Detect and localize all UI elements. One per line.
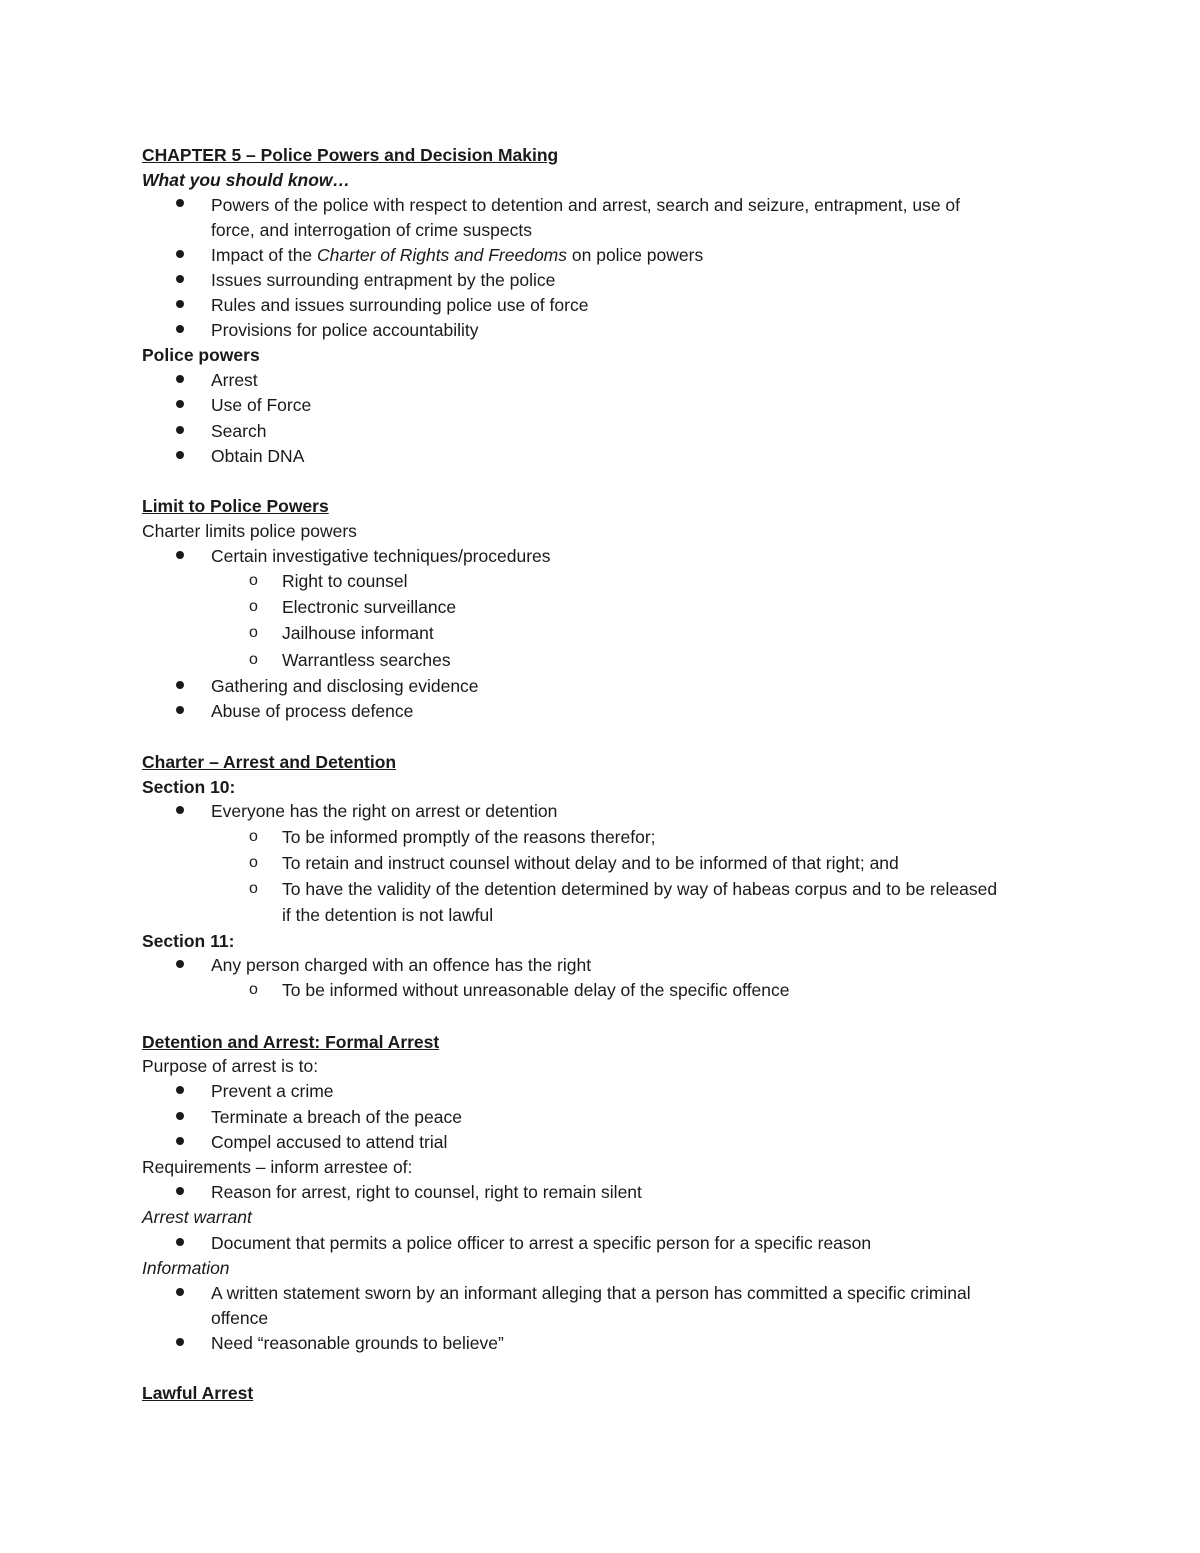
sub-bullet-icon: o [249,572,258,589]
know-heading: What you should know… [142,170,351,190]
bullet-icon [176,1112,184,1120]
sub-bullet-icon: o [249,880,258,897]
information-item: A written statement sworn by an informant alleging that a person has committed a specific criminal [211,1283,971,1303]
powers-item: Use of Force [211,395,312,415]
information-heading: Information [142,1258,230,1278]
sub-bullet-icon: o [249,624,258,641]
requirements-intro: Requirements – inform arrestee of: [142,1157,413,1177]
charter-heading: Charter – Arrest and Detention [142,752,397,772]
know-item-1: Powers of the police with respect to detention and arrest, search and seizure, entrapment, use of [211,195,961,215]
s10-heading: Section 10: [142,777,236,797]
warrant-heading: Arrest warrant [142,1207,252,1227]
purpose-item: Prevent a crime [211,1081,334,1101]
s11-subitem: To be informed without unreasonable delay of the specific offence [282,980,790,1000]
bullet-icon [176,250,184,258]
requirements-item: Reason for arrest, right to counsel, right to remain silent [211,1182,642,1202]
chapter-title: CHAPTER 5 – Police Powers and Decision Making [142,145,559,165]
sub-bullet-icon: o [249,828,258,845]
powers-item: Obtain DNA [211,446,305,466]
bullet-icon [176,426,184,434]
bullet-icon [176,960,184,968]
information-item-cont: offence [211,1308,269,1328]
know-item-5: Provisions for police accountability [211,320,479,340]
bullet-icon [176,1187,184,1195]
bullet-icon [176,1288,184,1296]
limit-subitem: Warrantless searches [282,650,451,670]
purpose-intro: Purpose of arrest is to: [142,1056,319,1076]
information-item: Need “reasonable grounds to believe” [211,1333,504,1353]
bullet-icon [176,681,184,689]
s11-heading: Section 11: [142,931,235,951]
purpose-item: Terminate a breach of the peace [211,1107,462,1127]
bullet-icon [176,551,184,559]
bullet-icon [176,706,184,714]
know-item-4: Rules and issues surrounding police use of force [211,295,589,315]
bullet-icon [176,451,184,459]
s10-subitem: To be informed promptly of the reasons therefor; [282,827,656,847]
limit-item: Abuse of process defence [211,701,414,721]
sub-bullet-icon: o [249,651,258,668]
bullet-icon [176,1086,184,1094]
limit-item: Certain investigative techniques/procedures [211,546,551,566]
bullet-icon [176,275,184,283]
limit-subitem: Right to counsel [282,571,408,591]
limit-subitem: Jailhouse informant [282,623,434,643]
bullet-icon [176,300,184,308]
purpose-item: Compel accused to attend trial [211,1132,448,1152]
limit-intro: Charter limits police powers [142,521,357,541]
s10-subitem-cont: if the detention is not lawful [282,905,494,925]
bullet-icon [176,806,184,814]
sub-bullet-icon: o [249,981,258,998]
bullet-icon [176,1137,184,1145]
bullet-icon [176,400,184,408]
limit-subitem: Electronic surveillance [282,597,457,617]
powers-item: Search [211,421,267,441]
know-item-3: Issues surrounding entrapment by the police [211,270,556,290]
bullet-icon [176,325,184,333]
bullet-icon [176,199,184,207]
s10-subitem: To have the validity of the detention determined by way of habeas corpus and to be released [282,879,998,899]
know-item-2: Impact of the Charter of Rights and Freedoms on police powers [211,245,704,265]
s10-subitem: To retain and instruct counsel without delay and to be informed of that right; and [282,853,899,873]
sub-bullet-icon: o [249,598,258,615]
bullet-icon [176,375,184,383]
powers-item: Arrest [211,370,258,390]
limit-heading: Limit to Police Powers [142,496,329,516]
know-item-1-cont: force, and interrogation of crime suspects [211,220,532,240]
warrant-item: Document that permits a police officer to arrest a specific person for a specific reason [211,1233,872,1253]
s10-item: Everyone has the right on arrest or detention [211,801,558,821]
formal-heading: Detention and Arrest: Formal Arrest [142,1032,440,1052]
lawful-heading: Lawful Arrest [142,1383,254,1403]
powers-heading: Police powers [142,345,260,365]
limit-item: Gathering and disclosing evidence [211,676,479,696]
sub-bullet-icon: o [249,854,258,871]
s11-item: Any person charged with an offence has the right [211,955,592,975]
bullet-icon [176,1338,184,1346]
bullet-icon [176,1238,184,1246]
